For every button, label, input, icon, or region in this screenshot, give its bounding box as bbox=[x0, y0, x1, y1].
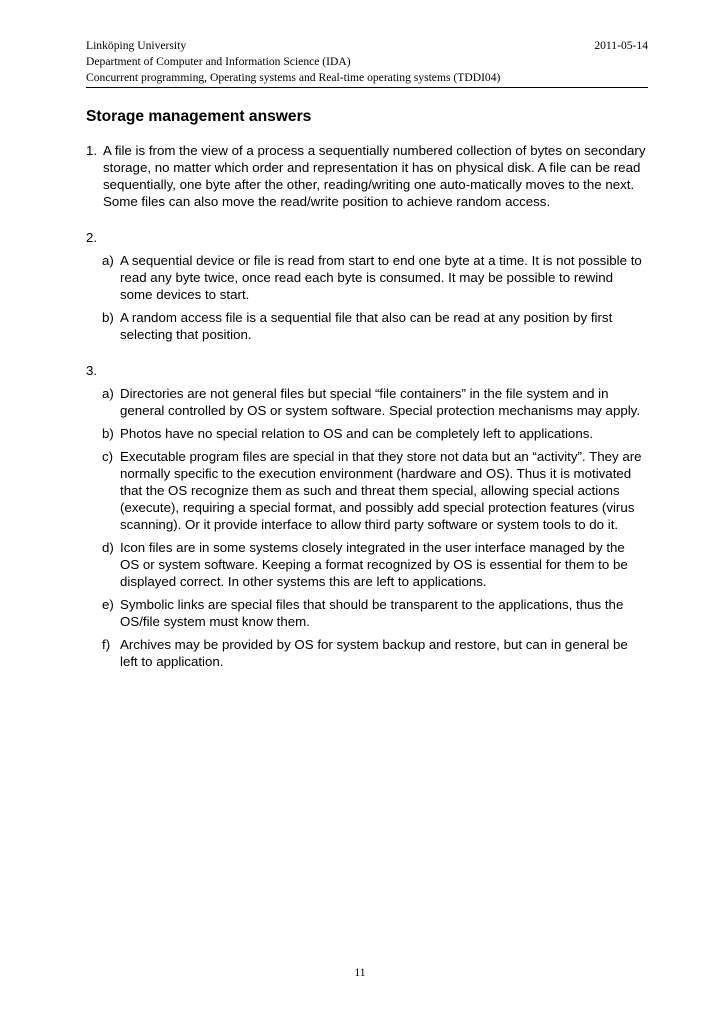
item-text: A random access file is a sequential file that also can be read at any position by first selecting that position. bbox=[120, 310, 613, 342]
item-label: b) bbox=[102, 426, 114, 441]
item-label: c) bbox=[102, 449, 114, 464]
item-label: b) bbox=[102, 310, 114, 325]
item-text: A sequential device or file is read from start to end one byte at a time. It is not possible to read any byte twice, once read each byte is consumed. It may be possible to rewind some devices to start. bbox=[120, 253, 642, 302]
answer-2-items bbox=[86, 252, 646, 343]
list-item bbox=[102, 385, 646, 419]
header-department: Department of Computer and Information Science (IDA) bbox=[86, 55, 351, 68]
item-text: Symbolic links are special files that should be transparent to the applications, thus the OS/file system must know them. bbox=[120, 597, 624, 629]
answers-list bbox=[86, 142, 646, 670]
header-divider bbox=[86, 87, 648, 88]
item-text: Archives may be provided by OS for system backup and restore, but can in general be left to application. bbox=[120, 637, 628, 669]
list-item bbox=[102, 448, 646, 533]
list-item bbox=[102, 596, 646, 630]
page-header bbox=[86, 38, 648, 86]
answer-1 bbox=[86, 142, 646, 210]
list-item bbox=[102, 309, 646, 343]
list-item bbox=[102, 425, 646, 442]
list-item bbox=[102, 539, 646, 590]
item-text: Directories are not general files but special “file containers” in the file system and in general controlled by OS or system software. Special protection mechanisms may apply. bbox=[120, 386, 641, 418]
answer-number: 2. bbox=[86, 230, 98, 245]
item-text: Photos have no special relation to OS and can be completely left to applications. bbox=[120, 426, 594, 441]
list-item bbox=[102, 636, 646, 670]
answer-text: A file is from the view of a process a sequentially numbered collection of bytes on secondary storage, no matter which order and representation it has on physical disk. A file can be read sequentially, one byte after the other, reading/writing one auto-matically moves to the next. Some files can also move the read/write position to achieve random access. bbox=[103, 143, 646, 209]
item-label: a) bbox=[102, 386, 114, 401]
header-top-row bbox=[86, 38, 648, 54]
answer-number: 1. bbox=[86, 143, 98, 158]
answer-number: 3. bbox=[86, 363, 98, 378]
item-label: d) bbox=[102, 540, 114, 555]
answer-3 bbox=[86, 362, 646, 670]
answer-3-items bbox=[86, 385, 646, 670]
header-university: Linköping University bbox=[86, 39, 187, 52]
item-text: Icon files are in some systems closely integrated in the user interface managed by the OS or system software. Keeping a format recognized by OS is essential for them to be displayed correct. In other systems this are left to applications. bbox=[120, 540, 628, 589]
item-label: a) bbox=[102, 253, 114, 268]
item-text: Executable program files are special in that they store not data but an “activity”. They are normally specific to the execution environment (hardware and OS). Thus it is motivated that the OS recognize them as such and threat them special, allowing special actions (execute), requiring a special format, and possibly add special protection features (virus scanning). Or it provide interface to allow third party software or system tools to do it. bbox=[120, 449, 642, 532]
header-date: 2011-05-14 bbox=[594, 39, 648, 52]
page-number: 11 bbox=[354, 966, 366, 979]
header-course: Concurrent programming, Operating systems and Real-time operating systems (TDDI04) bbox=[86, 71, 501, 84]
list-item bbox=[102, 252, 646, 303]
item-label: f) bbox=[102, 637, 111, 652]
page-title: Storage management answers bbox=[86, 108, 312, 125]
answer-2 bbox=[86, 229, 646, 343]
item-label: e) bbox=[102, 597, 114, 612]
